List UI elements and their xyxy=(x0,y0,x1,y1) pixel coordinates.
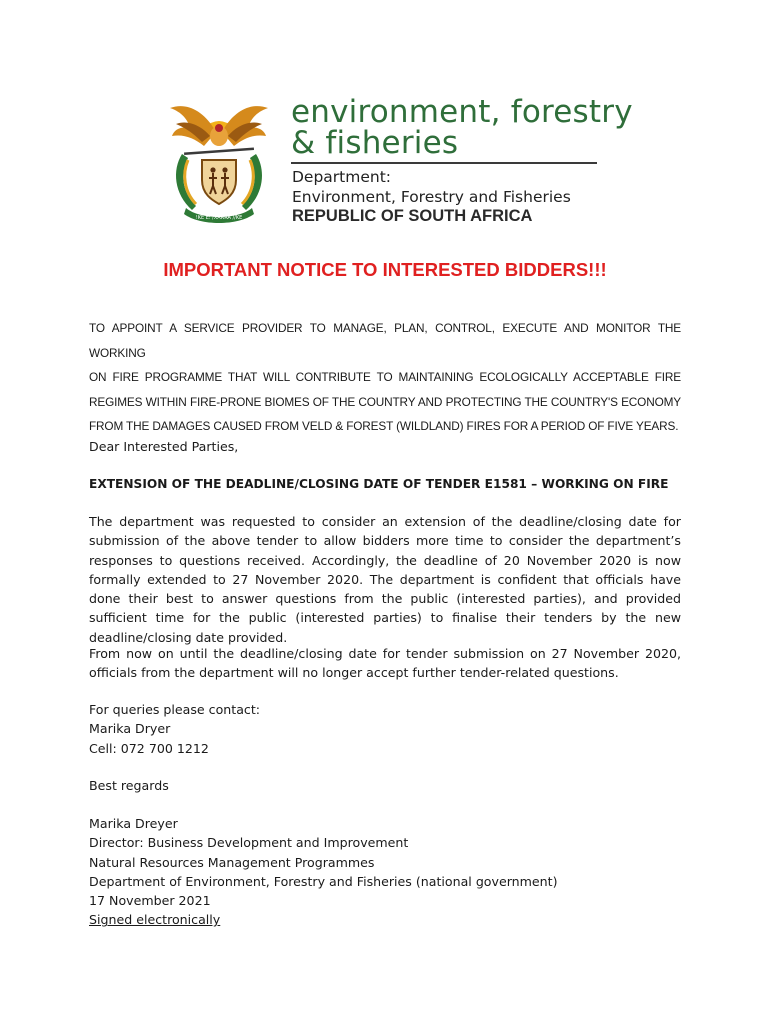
contact-block xyxy=(89,700,681,758)
signatory-title: Director: Business Development and Improvement xyxy=(89,835,409,851)
letter-date: 17 November 2021 xyxy=(89,893,211,909)
svg-text:!KE E: /XARRA //KE: !KE E: /XARRA //KE xyxy=(195,215,243,221)
signatory-department: Department of Environment, Forestry and Fisheries (national government) xyxy=(89,873,558,889)
subject-line: FROM THE DAMAGES CAUSED FROM VELD & FOREST (WILDLAND) FIRES FOR A PERIOD OF FIVE YEARS. xyxy=(89,419,679,433)
signed-electronically-note: Signed electronically xyxy=(89,912,221,928)
brand-title-line-1: environment, forestry xyxy=(291,94,633,130)
tender-subject xyxy=(89,316,681,439)
notice-title: IMPORTANT NOTICE TO INTERESTED BIDDERS!!! xyxy=(163,259,607,280)
department-name: Environment, Forestry and Fisheries xyxy=(292,188,571,206)
signatory-unit: Natural Resources Management Programmes xyxy=(89,854,375,870)
brand-title-line-2: & fisheries xyxy=(291,125,459,161)
signature-block xyxy=(89,814,681,930)
department-label: Department: xyxy=(292,168,392,186)
brand-divider xyxy=(291,162,597,164)
contact-name: Marika Dryer xyxy=(89,721,171,737)
contact-phone: Cell: 072 700 1212 xyxy=(89,740,209,756)
body-paragraph-2: From now on until the deadline/closing date for tender submission on 27 November 2020, officials from the department will no longer accept further tender-related questions. xyxy=(89,646,681,681)
contact-line: For queries please contact: xyxy=(89,702,261,717)
signatory-name: Marika Dreyer xyxy=(89,816,178,831)
subject-line: ON FIRE PROGRAMME THAT WILL CONTRIBUTE TO MAINTAINING ECOLOGICALLY ACCEPTABLE FIRE xyxy=(89,370,681,384)
republic-name: REPUBLIC OF SOUTH AFRICA xyxy=(292,207,533,225)
letter-heading: EXTENSION OF THE DEADLINE/CLOSING DATE OF TENDER E1581 – WORKING ON FIRE xyxy=(89,477,669,491)
closing-regards: Best regards xyxy=(89,778,169,793)
salutation: Dear Interested Parties, xyxy=(89,439,239,454)
body-paragraph-1: The department was requested to consider an extension of the deadline/closing date for submission of the above tender to allow bidders more time to consider the department’s responses to questions received. Accordingly, the deadline of 20 November 2020 is now formally extended to 27 November 2020. The department is confident that officials have done their best to answer questions from the public (interested parties), and provided sufficient time for the public (interested parties) to finalise their tenders by the new deadline/closing date provided. xyxy=(89,514,681,645)
subject-line: REGIMES WITHIN FIRE-PRONE BIOMES OF THE COUNTRY AND PROTECTING THE COUNTRY'S ECONOMY xyxy=(89,394,681,409)
subject-line: TO APPOINT A SERVICE PROVIDER TO MANAGE, PLAN, CONTROL, EXECUTE AND MONITOR THE WORKING xyxy=(89,321,681,360)
coat-of-arms-logo xyxy=(164,90,274,226)
